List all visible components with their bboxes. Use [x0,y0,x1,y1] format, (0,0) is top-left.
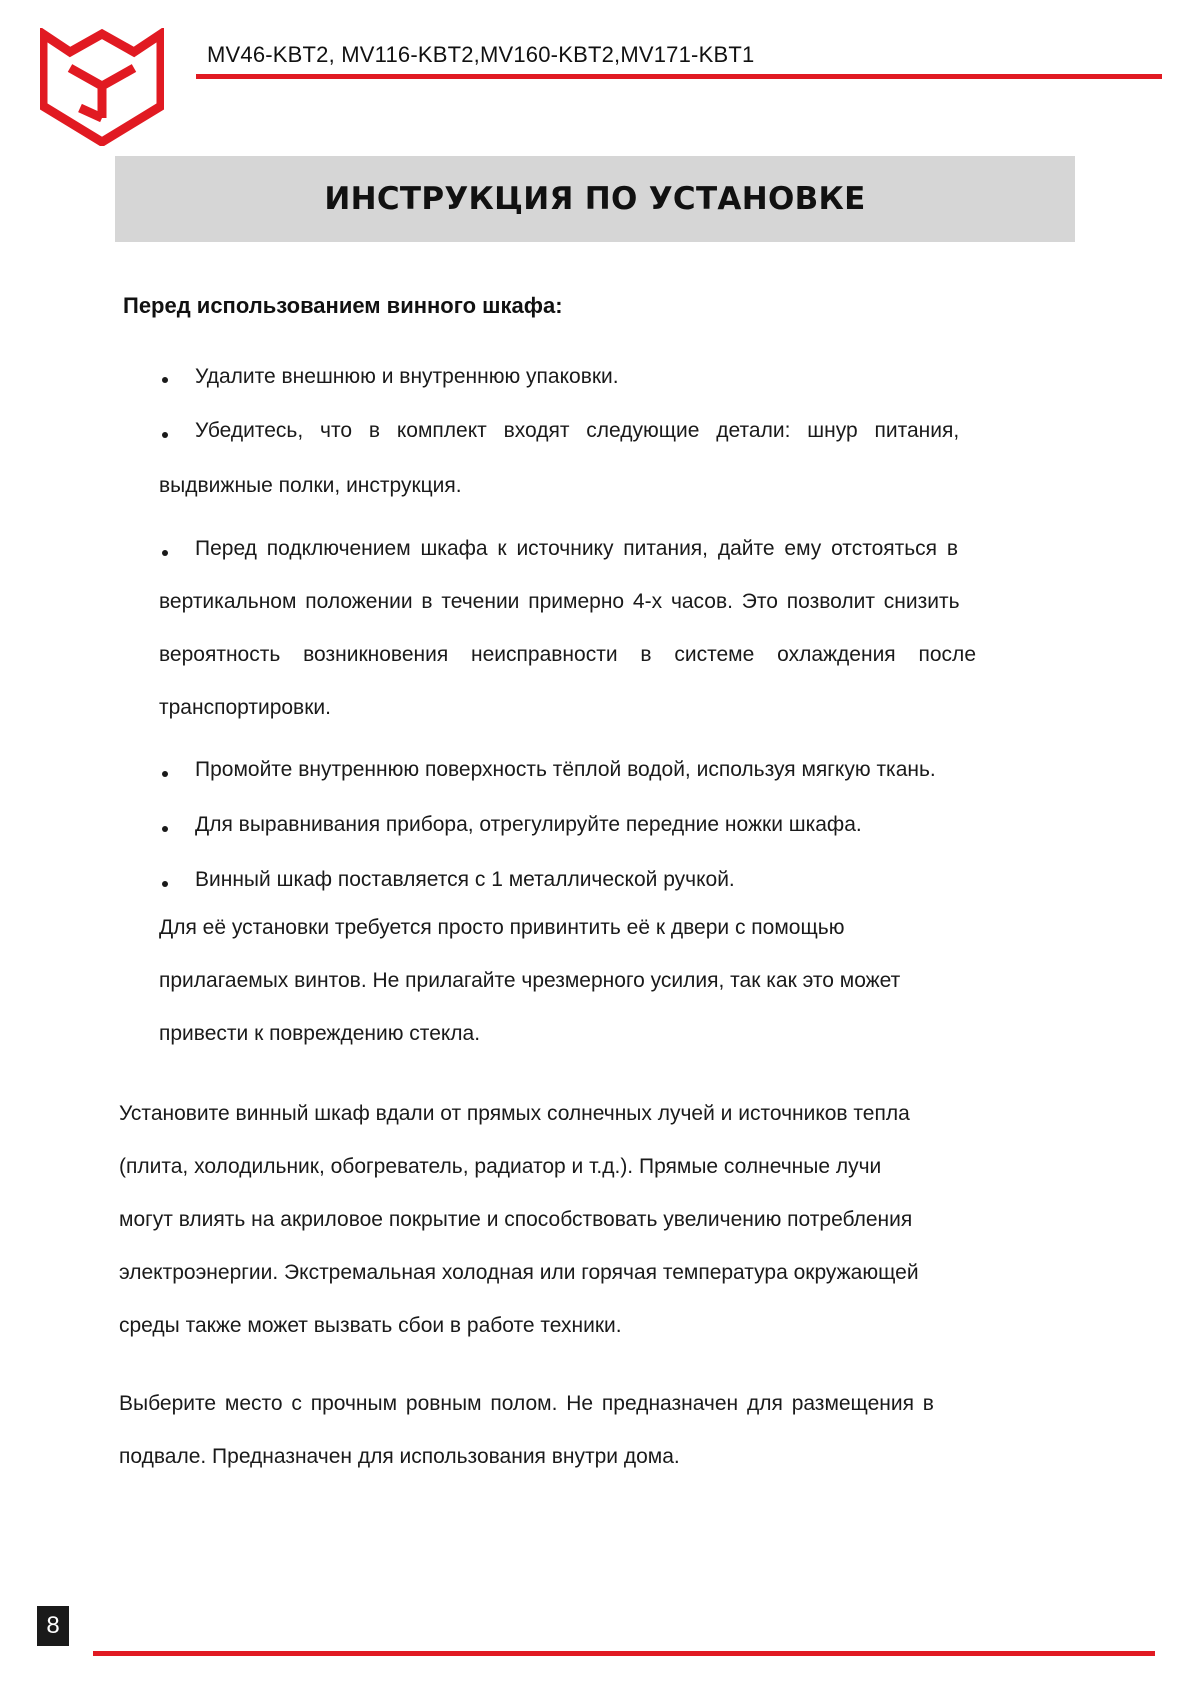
bullet-dot [162,550,168,556]
bullet-text: вертикальном положении в течении примерно 4-х часов. Это позволит снизить [159,590,960,613]
bullet-dot [162,377,168,383]
bullet-text: Винный шкаф поставляется с 1 металлической ручкой. [195,868,735,891]
bullet-dot [162,771,168,777]
bullet-text: вероятность возникновения неисправности в системе охлаждения после [159,643,976,666]
bullet-text: Промойте внутреннюю поверхность тёплой водой, используя мягкую ткань. [195,758,936,781]
bullet-text: Убедитесь, что в комплект входят следующие детали: шнур питания, [195,419,960,442]
paragraph-line: могут влиять на акриловое покрытие и способствовать увеличению потребления [119,1208,913,1231]
bullet-text: Для выравнивания прибора, отрегулируйте передние ножки шкафа. [195,813,862,836]
bullet-text: транспортировки. [159,696,331,719]
model-list: MV46-KBT2, MV116-KBT2,MV160-KBT2,MV171-KBT1 [207,42,755,67]
page-title: ИНСТРУКЦИЯ ПО УСТАНОВКЕ [324,181,866,217]
paragraph-line: Выберите место с прочным ровным полом. Не предназначен для размещения в [119,1392,934,1415]
paragraph-line: среды также может вызвать сбои в работе техники. [119,1314,622,1337]
bullet-text: выдвижные полки, инструкция. [159,474,462,497]
bullet-text: привести к повреждению стекла. [159,1022,481,1045]
bullet-dot [162,432,168,438]
paragraph-line: электроэнергии. Экстремальная холодная или горячая температура окружающей [119,1261,919,1284]
paragraph-line: Установите винный шкаф вдали от прямых солнечных лучей и источников тепла [119,1102,910,1125]
title-banner [115,156,1075,242]
brand-logo [40,28,164,146]
header-divider [196,74,1162,79]
bullet-text: Для её установки требуется просто привинтить её к двери с помощью [159,916,845,939]
intro-heading: Перед использованием винного шкафа: [123,293,563,318]
footer-divider [93,1651,1155,1656]
paragraph-line: (плита, холодильник, обогреватель, радиатор и т.д.). Прямые солнечные лучи [119,1155,882,1178]
bullet-dot [162,826,168,832]
bullet-text: Удалите внешнюю и внутреннюю упаковки. [195,365,619,388]
page-number: 8 [37,1606,69,1646]
bullet-text: прилагаемых винтов. Не прилагайте чрезмерного усилия, так как это может [159,969,901,992]
bullet-text: Перед подключением шкафа к источнику питания, дайте ему отстояться в [195,537,959,560]
paragraph-line: подвале. Предназначен для использования внутри дома. [119,1445,680,1468]
bullet-dot [162,881,168,887]
